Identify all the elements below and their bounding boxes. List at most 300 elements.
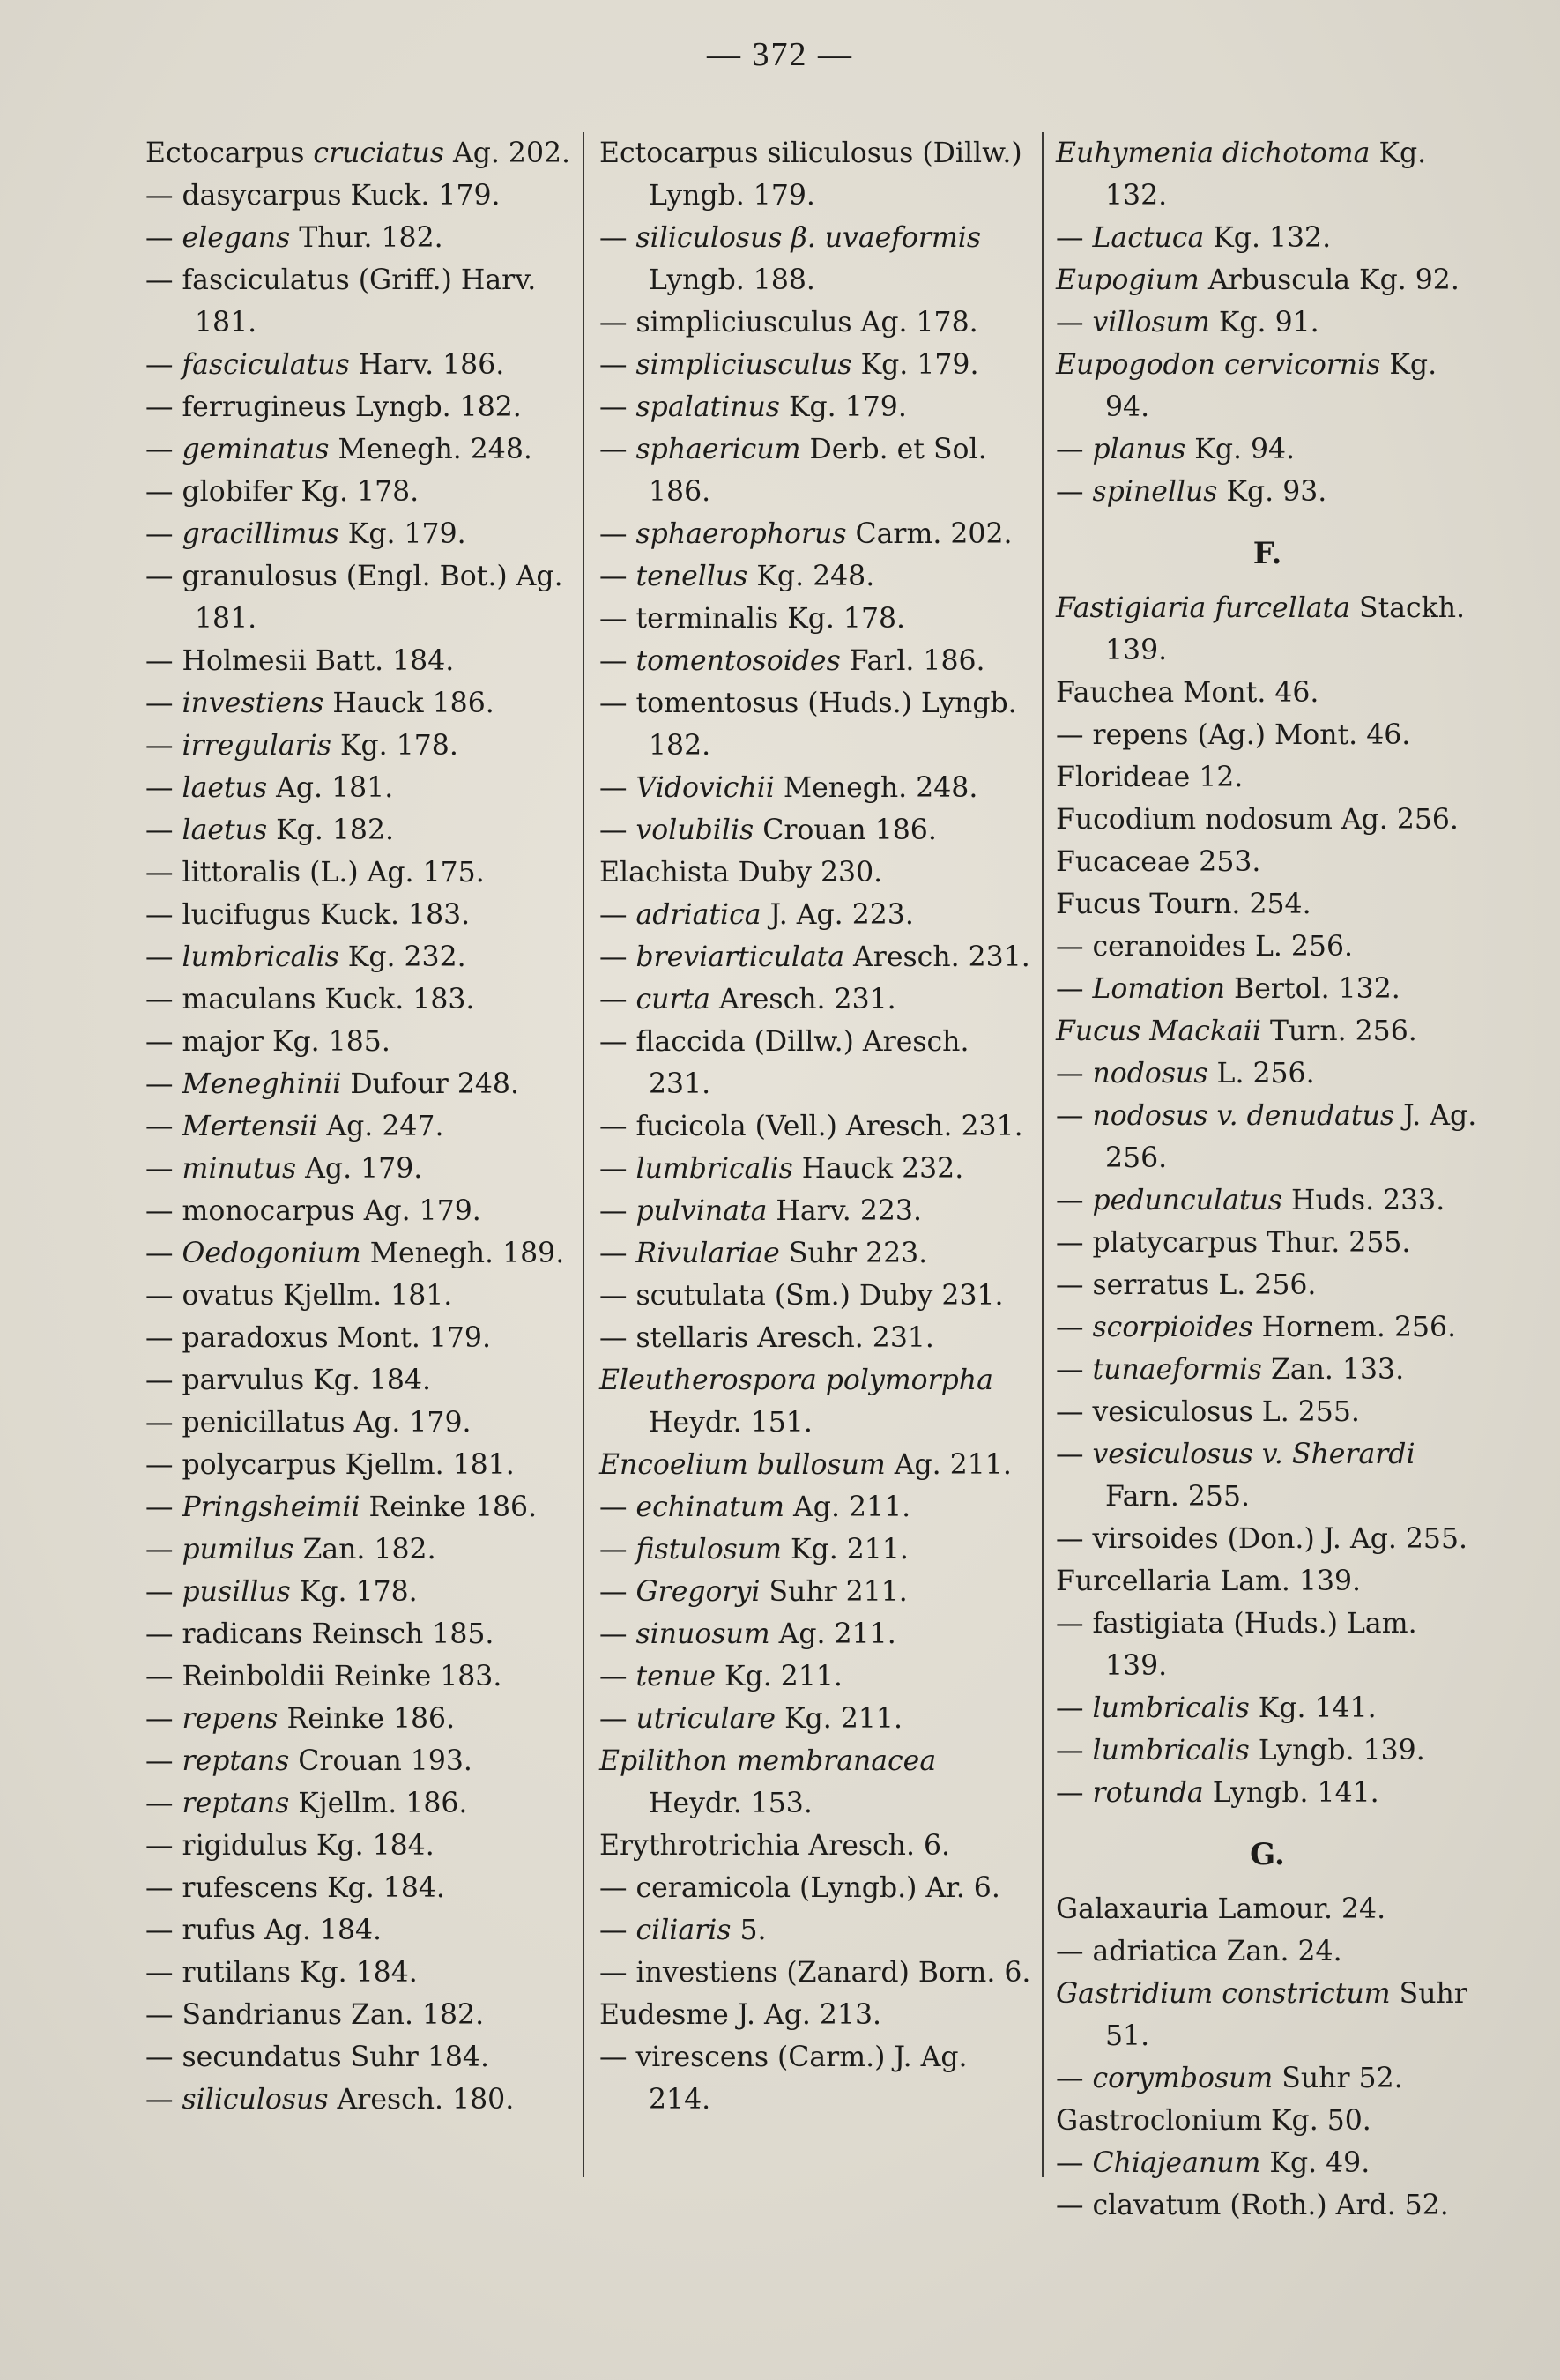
entry-rest: tomentosus (Huds.) Lyngb. 182. xyxy=(635,688,1017,762)
entry-rest: Elachista Duby 230. xyxy=(599,857,883,889)
entry-prefix: — xyxy=(145,1195,182,1227)
index-entry xyxy=(1056,132,1479,217)
index-entry xyxy=(145,1571,577,1613)
entry-italic: ciliaris xyxy=(635,1915,732,1946)
entry-italic: reptans xyxy=(182,1788,290,1819)
entry-rest: Kg. 248. xyxy=(747,561,875,592)
entry-prefix: — xyxy=(599,1238,636,1269)
index-entry xyxy=(145,1402,577,1444)
entry-rest: Galaxauria Lamour. 24. xyxy=(1056,1893,1386,1925)
entry-prefix: — xyxy=(599,1661,636,1692)
entry-rest: simpliciusculus Ag. 178. xyxy=(635,307,978,338)
entry-italic: Encoelium bullosum xyxy=(599,1449,886,1481)
index-entry xyxy=(145,1994,577,2036)
entry-rest: Reinke 186. xyxy=(360,1491,538,1523)
entry-rest: Reinke 186. xyxy=(278,1703,456,1735)
entry-rest: Turn. 256. xyxy=(1260,1015,1417,1047)
entry-italic: reptans xyxy=(182,1745,290,1777)
index-entry xyxy=(1056,1973,1479,2057)
entry-rest: Kg. 179. xyxy=(851,349,979,381)
entry-rest: flaccida (Dillw.) Aresch. 231. xyxy=(635,1026,969,1100)
entry-prefix: — xyxy=(145,941,182,973)
entry-rest: Menegh. 248. xyxy=(774,772,978,804)
entry-rest: penicillatus Ag. 179. xyxy=(182,1407,472,1439)
entry-rest: Hornem. 256. xyxy=(1252,1312,1457,1343)
index-entry xyxy=(599,1613,1036,1655)
index-entry xyxy=(599,1740,1036,1825)
entry-rest: Arbuscula Kg. 92. xyxy=(1199,264,1460,296)
index-entry xyxy=(599,1698,1036,1740)
index-entry xyxy=(1056,259,1479,301)
index-entry xyxy=(1056,1349,1479,1391)
entry-rest: rigidulus Kg. 184. xyxy=(182,1830,435,1862)
index-entry xyxy=(599,555,1036,598)
entry-italic: pumilus xyxy=(182,1534,294,1566)
index-entry xyxy=(145,682,577,725)
entry-prefix: — xyxy=(1056,1185,1093,1216)
index-entry xyxy=(599,767,1036,809)
entry-prefix: — xyxy=(145,645,182,677)
index-entry xyxy=(145,2079,577,2121)
entry-rest: Kg. 178. xyxy=(331,730,458,762)
entry-prefix: — xyxy=(145,1280,182,1312)
index-entry xyxy=(1056,1052,1479,1095)
entry-prefix: — xyxy=(599,814,636,846)
index-entry xyxy=(145,978,577,1021)
entry-italic: tenue xyxy=(635,1661,717,1692)
entry-rest: Ag. 211. xyxy=(769,1618,896,1650)
entry-rest: Fauchea Mont. 46. xyxy=(1056,677,1319,709)
entry-rest: Zan. 182. xyxy=(293,1534,436,1566)
entry-italic: scorpioides xyxy=(1092,1312,1253,1343)
entry-rest: Kg. 232. xyxy=(338,941,466,973)
entry-rest: Ag. 211. xyxy=(885,1449,1012,1481)
entry-rest: Kg. 211. xyxy=(776,1703,903,1735)
entry-prefix: — xyxy=(1056,1058,1093,1090)
entry-prefix: — xyxy=(1056,973,1093,1005)
entry-rest: Kg. 132. xyxy=(1204,222,1332,254)
entry-rest: virescens (Carm.) J. Ag. 214. xyxy=(635,2042,968,2116)
entry-rest: globifer Kg. 178. xyxy=(182,476,420,508)
entry-italic: Fucus Mackaii xyxy=(1056,1015,1261,1047)
entry-prefix: — xyxy=(145,434,182,465)
entry-prefix: — xyxy=(145,1407,182,1439)
entry-prefix: — xyxy=(1056,1269,1093,1301)
index-entry xyxy=(145,1275,577,1317)
index-entry xyxy=(145,852,577,894)
index-entry xyxy=(145,132,577,175)
entry-italic: tomentosoides xyxy=(635,645,841,677)
entry-italic: repens xyxy=(182,1703,279,1735)
entry-rest: Kg. 132. xyxy=(1105,138,1427,212)
entry-rest: Farn. 255. xyxy=(1105,1481,1251,1513)
index-entry xyxy=(599,1444,1036,1486)
entry-italic: tenellus xyxy=(635,561,748,592)
entry-rest: parvulus Kg. 184. xyxy=(182,1365,432,1396)
entry-prefix: — xyxy=(1056,1227,1093,1259)
entry-rest: ceranoides L. 256. xyxy=(1092,931,1354,963)
entry-rest: Huds. 233. xyxy=(1281,1185,1445,1216)
entry-prefix: — xyxy=(1056,2063,1093,2094)
entry-prefix: — xyxy=(145,1238,182,1269)
index-entry xyxy=(599,1994,1036,2036)
entry-italic: utriculare xyxy=(635,1703,776,1735)
index-entry xyxy=(1056,1010,1479,1052)
entry-italic: Lomation xyxy=(1092,973,1226,1005)
entry-prefix: — xyxy=(1056,1777,1093,1809)
entry-rest: Eudesme J. Ag. 213. xyxy=(599,1999,882,2031)
entry-prefix: — xyxy=(145,1957,182,1989)
index-entry xyxy=(1056,587,1479,672)
entry-italic: fasciculatus xyxy=(182,349,350,381)
entry-rest: vesiculosus L. 255. xyxy=(1092,1396,1360,1428)
entry-rest: platycarpus Thur. 255. xyxy=(1092,1227,1411,1259)
entry-italic: Vidovichii xyxy=(635,772,775,804)
entry-rest: stellaris Aresch. 231. xyxy=(635,1322,934,1354)
index-entry xyxy=(599,852,1036,894)
entry-italic: Epilithon membranacea xyxy=(599,1745,937,1777)
index-entry xyxy=(1056,968,1479,1010)
entry-prefix: — xyxy=(1056,1936,1093,1967)
entry-italic: sinuosum xyxy=(635,1618,770,1650)
index-entry xyxy=(599,1825,1036,1867)
entry-prefix: — xyxy=(145,1534,182,1566)
entry-rest: Lyngb. 188. xyxy=(649,264,815,296)
entry-rest: Hauck 232. xyxy=(792,1153,964,1185)
entry-italic: Eupogodon cervicornis xyxy=(1056,349,1381,381)
entry-rest: Aresch. 180. xyxy=(328,2084,515,2116)
entry-prefix: — xyxy=(145,857,182,889)
entry-italic: pedunculatus xyxy=(1092,1185,1282,1216)
index-entry xyxy=(1056,1518,1479,1560)
index-entry xyxy=(145,513,577,555)
entry-prefix: — xyxy=(1056,1608,1093,1640)
entry-rest: virsoides (Don.) J. Ag. 255. xyxy=(1092,1523,1468,1555)
entry-italic: spinellus xyxy=(1092,476,1218,508)
index-entry xyxy=(145,1444,577,1486)
entry-italic: rotunda xyxy=(1092,1777,1204,1809)
index-entry xyxy=(145,1063,577,1105)
index-entry xyxy=(1056,2142,1479,2184)
entry-italic: lumbricalis xyxy=(1092,1692,1250,1724)
index-entry xyxy=(599,2036,1036,2121)
entry-prefix: — xyxy=(145,1915,182,1946)
entry-rest: Heydr. 151. xyxy=(649,1407,813,1439)
index-entry xyxy=(599,682,1036,767)
entry-rest: Ectocarpus siliculosus (Dillw.) Lyngb. 179. xyxy=(599,138,1022,212)
entry-prefix: — xyxy=(599,391,636,423)
index-entry xyxy=(145,1359,577,1402)
entry-prefix: — xyxy=(599,1111,636,1142)
entry-rest: Kg. 182. xyxy=(267,814,394,846)
entry-prefix: — xyxy=(599,984,636,1015)
entry-prefix: — xyxy=(1056,1735,1093,1766)
index-entry xyxy=(145,1613,577,1655)
entry-prefix: — xyxy=(145,2084,182,2116)
entry-italic: Chiajeanum xyxy=(1092,2147,1261,2179)
entry-rest: maculans Kuck. 183. xyxy=(182,984,475,1015)
entry-prefix: — xyxy=(1056,931,1093,963)
index-entry xyxy=(1056,344,1479,428)
entry-italic: Eupogium xyxy=(1056,264,1200,296)
entry-italic: Oedogonium xyxy=(182,1238,361,1269)
entry-rest: Furcellaria Lam. 139. xyxy=(1056,1566,1362,1597)
index-entry xyxy=(145,428,577,471)
index-entry xyxy=(145,640,577,682)
entry-rest: Florideae 12. xyxy=(1056,762,1244,793)
index-entry xyxy=(1056,428,1479,471)
entry-prefix: — xyxy=(1056,307,1093,338)
entry-prefix: — xyxy=(145,264,182,296)
index-entry xyxy=(599,640,1036,682)
entry-rest: fucicola (Vell.) Aresch. 231. xyxy=(635,1111,1023,1142)
entry-prefix: — xyxy=(599,561,636,592)
entry-italic: gracillimus xyxy=(182,518,339,550)
index-entry xyxy=(145,1740,577,1782)
entry-italic: laetus xyxy=(182,814,268,846)
entry-prefix: — xyxy=(599,222,636,254)
index-column-3 xyxy=(1056,132,1479,2221)
entry-rest: J. Ag. 223. xyxy=(761,899,914,931)
entry-rest: Aresch. 231. xyxy=(709,984,896,1015)
entry-italic: Gastridium constrictum xyxy=(1056,1978,1391,2010)
entry-rest: Harv. 186. xyxy=(349,349,505,381)
index-entry xyxy=(599,809,1036,852)
index-entry xyxy=(599,1867,1036,1909)
entry-italic: pulvinata xyxy=(635,1195,768,1227)
entry-italic: volubilis xyxy=(635,814,754,846)
entry-italic: siliculosus β. uvaeformis xyxy=(635,222,982,254)
index-entry xyxy=(1056,2057,1479,2100)
entry-italic: adriatica xyxy=(635,899,761,931)
entry-prefix: — xyxy=(145,561,182,592)
entry-rest: Holmesii Batt. 184. xyxy=(182,645,455,677)
entry-prefix: — xyxy=(599,518,636,550)
entry-prefix: — xyxy=(145,349,182,381)
entry-prefix: — xyxy=(145,2042,182,2073)
entry-prefix: — xyxy=(599,1915,636,1946)
entry-rest: Stackh. 139. xyxy=(1105,592,1466,666)
entry-rest: Farl. 186. xyxy=(840,645,985,677)
entry-prefix: — xyxy=(145,899,182,931)
entry-italic: spalatinus xyxy=(635,391,780,423)
entry-italic: corymbosum xyxy=(1092,2063,1274,2094)
index-entry xyxy=(1056,1222,1479,1264)
entry-rest: Derb. et Sol. 186. xyxy=(649,434,987,508)
entry-rest: Harv. 223. xyxy=(767,1195,922,1227)
index-entry xyxy=(599,598,1036,640)
entry-rest: Kg. 49. xyxy=(1260,2147,1371,2179)
entry-italic: minutus xyxy=(182,1153,297,1185)
entry-prefix: — xyxy=(599,899,636,931)
entry-prefix: — xyxy=(145,1153,182,1185)
entry-rest: Kg. 211. xyxy=(782,1534,909,1566)
entry-rest: Ag. 202. xyxy=(443,138,571,169)
index-entry xyxy=(1056,714,1479,756)
entry-prefix: — xyxy=(145,1111,182,1142)
entry-rest: fastigiata (Huds.) Lam. 139. xyxy=(1092,1608,1417,1682)
entry-italic: echinatum xyxy=(635,1491,785,1523)
entry-italic: nodosus v. denudatus xyxy=(1092,1100,1395,1132)
index-entry xyxy=(1056,1095,1479,1179)
entry-italic: breviarticulata xyxy=(635,941,845,973)
entry-italic: pusillus xyxy=(182,1576,291,1608)
entry-rest: serratus L. 256. xyxy=(1092,1269,1317,1301)
entry-prefix: — xyxy=(145,772,182,804)
entry-prefix: — xyxy=(1056,2190,1093,2221)
index-entry xyxy=(599,217,1036,301)
entry-prefix: — xyxy=(145,1872,182,1904)
index-entry xyxy=(1056,1391,1479,1433)
index-entry xyxy=(145,1486,577,1528)
entry-prefix: — xyxy=(145,730,182,762)
entry-rest: Zan. 133. xyxy=(1261,1354,1405,1386)
entry-prefix: — xyxy=(145,1745,182,1777)
entry-prefix: — xyxy=(599,1618,636,1650)
entry-italic: tunaeformis xyxy=(1092,1354,1262,1386)
index-entry xyxy=(145,725,577,767)
entry-rest: repens (Ag.) Mont. 46. xyxy=(1092,719,1411,751)
entry-prefix: — xyxy=(1056,719,1093,751)
entry-prefix: — xyxy=(1056,1396,1093,1428)
entry-rest: polycarpus Kjellm. 181. xyxy=(182,1449,515,1481)
index-entry xyxy=(1056,1888,1479,1930)
entry-prefix: — xyxy=(599,1195,636,1227)
entry-rest: Ag. 247. xyxy=(317,1111,444,1142)
index-entry xyxy=(599,513,1036,555)
index-entry xyxy=(1056,2184,1479,2227)
index-entry xyxy=(599,1528,1036,1571)
index-entry xyxy=(1056,1930,1479,1973)
index-entry xyxy=(145,1655,577,1698)
entry-prefix: — xyxy=(145,222,182,254)
index-entry xyxy=(1056,841,1479,883)
entry-rest: Heydr. 153. xyxy=(649,1788,813,1819)
index-entry xyxy=(1056,1560,1479,1603)
entry-rest: Kg. 94. xyxy=(1185,434,1296,465)
entry-prefix: — xyxy=(145,1322,182,1354)
entry-rest: Erythrotrichia Aresch. 6. xyxy=(599,1830,951,1862)
entry-italic: fistulosum xyxy=(635,1534,782,1566)
index-entry xyxy=(599,1655,1036,1698)
entry-rest: Kg. 179. xyxy=(338,518,466,550)
entry-rest: secundatus Suhr 184. xyxy=(182,2042,489,2073)
entry-rest: Hauck 186. xyxy=(323,688,494,719)
entry-italic: irregularis xyxy=(182,730,331,762)
entry-rest: major Kg. 185. xyxy=(182,1026,390,1058)
entry-rest: Kjellm. 186. xyxy=(289,1788,468,1819)
entry-rest: Ag. 179. xyxy=(296,1153,423,1185)
index-entry xyxy=(599,936,1036,978)
index-entry xyxy=(599,1148,1036,1190)
entry-prefix: — xyxy=(599,1026,636,1058)
entry-italic: lumbricalis xyxy=(635,1153,793,1185)
index-entry xyxy=(145,1105,577,1148)
entry-prefix: — xyxy=(145,1068,182,1100)
entry-rest: Ag. 211. xyxy=(784,1491,911,1523)
entry-prefix: Ectocarpus xyxy=(145,138,314,169)
entry-prefix: — xyxy=(145,518,182,550)
entry-prefix: — xyxy=(599,307,636,338)
index-entry xyxy=(1056,217,1479,259)
index-entry xyxy=(599,1486,1036,1528)
entry-prefix: — xyxy=(599,1322,636,1354)
entry-rest: 5. xyxy=(731,1915,767,1946)
entry-rest: rufus Ag. 184. xyxy=(182,1915,383,1946)
index-entry xyxy=(1056,1179,1479,1222)
entry-rest: lucifugus Kuck. 183. xyxy=(182,899,471,931)
entry-italic: Gregoryi xyxy=(635,1576,761,1608)
entry-rest: Kg. 178. xyxy=(290,1576,418,1608)
entry-prefix: — xyxy=(145,391,182,423)
index-entry xyxy=(145,344,577,386)
index-entry xyxy=(1056,1306,1479,1349)
index-entry xyxy=(599,1190,1036,1232)
entry-prefix: — xyxy=(599,1703,636,1735)
entry-italic: elegans xyxy=(182,222,291,254)
entry-italic: Meneghinii xyxy=(182,1068,342,1100)
index-entry xyxy=(145,1528,577,1571)
entry-prefix: — xyxy=(599,349,636,381)
index-entry xyxy=(1056,1603,1479,1687)
entry-rest: clavatum (Roth.) Ard. 52. xyxy=(1092,2190,1449,2221)
entry-italic: laetus xyxy=(182,772,268,804)
entry-prefix: — xyxy=(1056,1100,1093,1132)
column-divider xyxy=(583,132,584,2177)
index-entry xyxy=(1056,301,1479,344)
entry-rest: Thur. 182. xyxy=(290,222,443,254)
index-entry xyxy=(145,217,577,259)
entry-prefix: — xyxy=(145,476,182,508)
entry-prefix: — xyxy=(145,1788,182,1819)
index-entry xyxy=(1056,926,1479,968)
entry-rest: radicans Reinsch 185. xyxy=(182,1618,494,1650)
entry-rest: littoralis (L.) Ag. 175. xyxy=(182,857,485,889)
entry-italic: simpliciusculus xyxy=(635,349,852,381)
entry-rest: L. 256. xyxy=(1207,1058,1315,1090)
entry-rest: Menegh. 248. xyxy=(329,434,532,465)
index-entry xyxy=(599,1571,1036,1613)
entry-prefix: — xyxy=(145,1999,182,2031)
entry-prefix: — xyxy=(1056,2147,1093,2179)
entry-rest: Fucaceae 253. xyxy=(1056,846,1261,878)
entry-prefix: — xyxy=(599,941,636,973)
entry-prefix: — xyxy=(599,434,636,465)
entry-rest: Kg. 211. xyxy=(716,1661,843,1692)
index-entry xyxy=(1056,883,1479,926)
entry-rest: Aresch. 231. xyxy=(844,941,1030,973)
entry-rest: Kg. 91. xyxy=(1209,307,1319,338)
entry-prefix: — xyxy=(1056,434,1093,465)
index-entry xyxy=(145,1148,577,1190)
index-entry xyxy=(145,555,577,640)
index-entry xyxy=(145,809,577,852)
entry-prefix: — xyxy=(1056,1692,1093,1724)
entry-rest: paradoxus Mont. 179. xyxy=(182,1322,491,1354)
entry-rest: Suhr 52. xyxy=(1273,2063,1403,2094)
entry-prefix: — xyxy=(145,1576,182,1608)
entry-prefix: — xyxy=(1056,1523,1093,1555)
index-column-1 xyxy=(145,132,577,2186)
entry-prefix: — xyxy=(1056,222,1093,254)
index-entry xyxy=(599,386,1036,428)
index-entry xyxy=(145,1909,577,1952)
index-entry xyxy=(145,1317,577,1359)
index-entry xyxy=(145,1698,577,1740)
entry-prefix: — xyxy=(145,688,182,719)
entry-italic: sphaerophorus xyxy=(635,518,847,550)
entry-italic: investiens xyxy=(182,688,324,719)
